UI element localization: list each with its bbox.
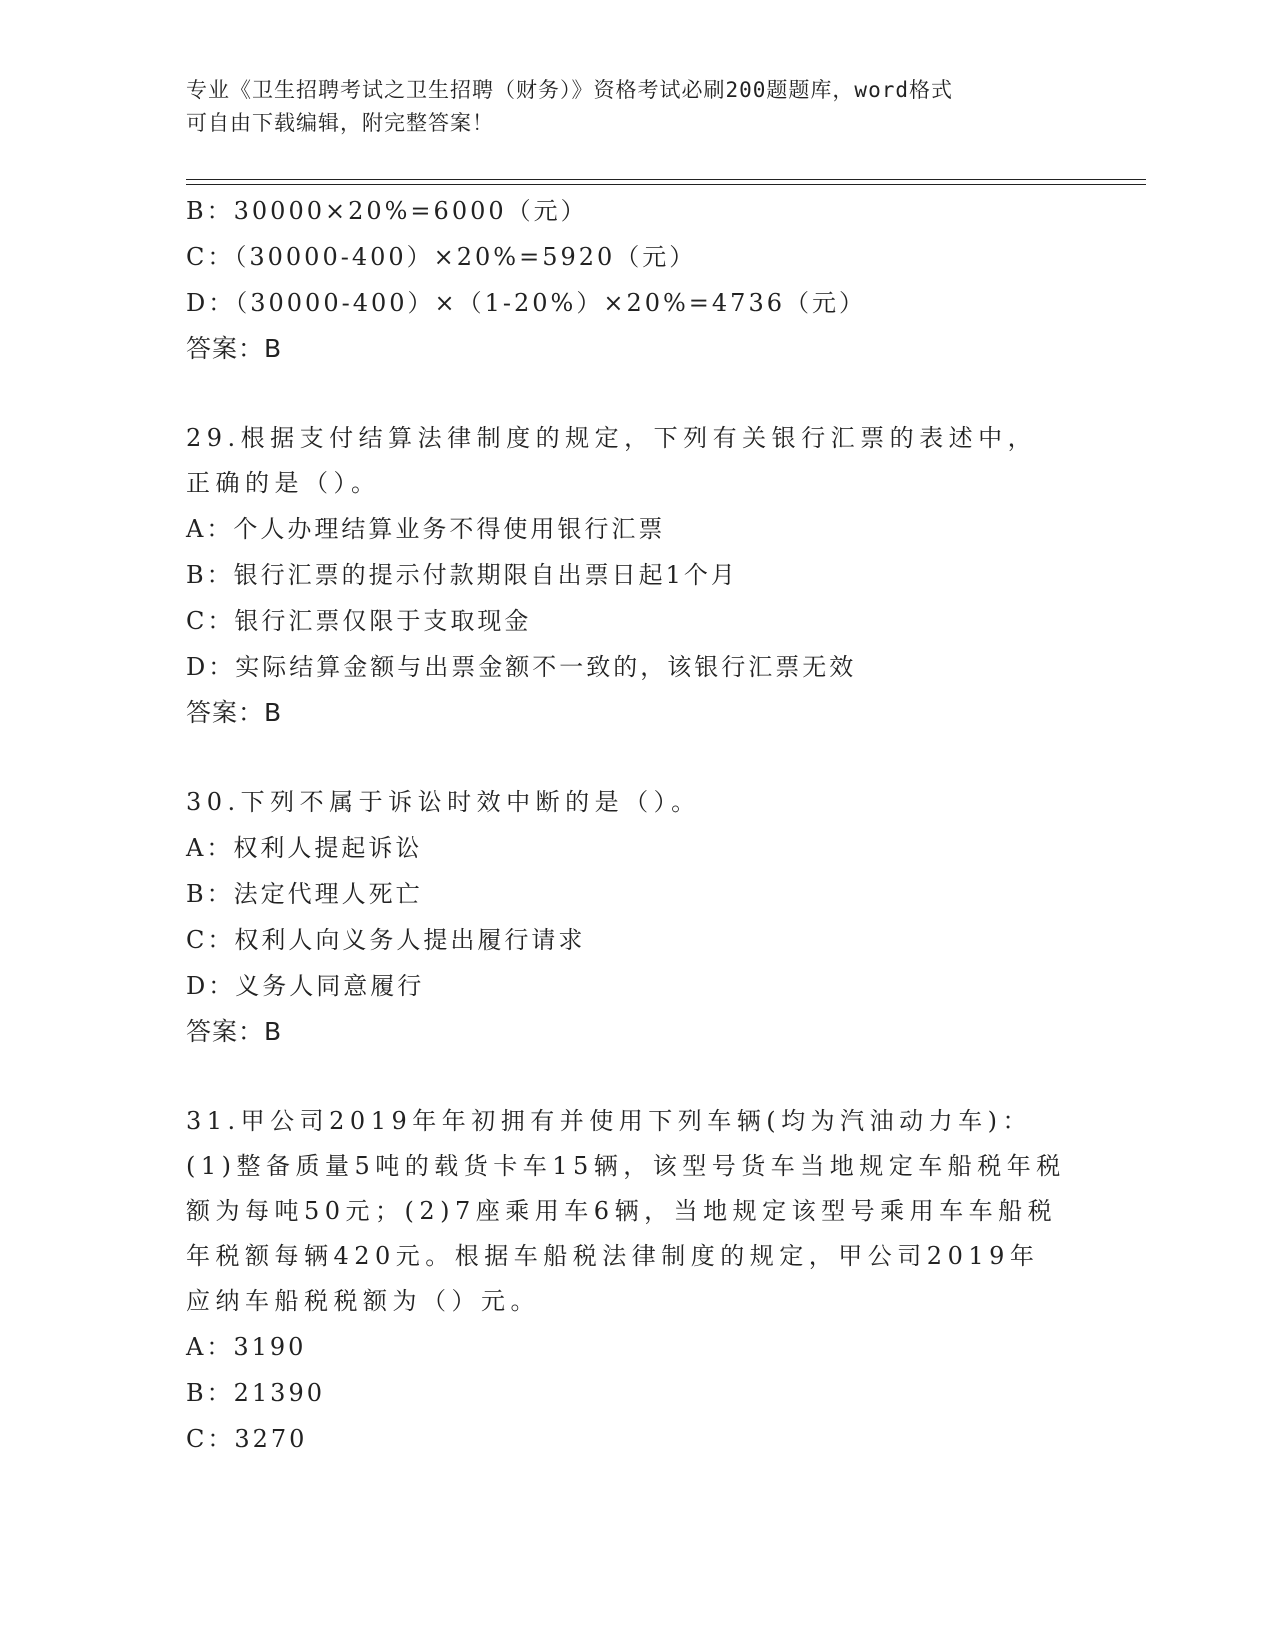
option-c: C：权利人向义务人提出履行请求: [186, 926, 586, 954]
option-a: A：权利人提起诉讼: [186, 834, 423, 862]
option-c: C：银行汇票仅限于支取现金: [186, 607, 532, 635]
header-divider-bottom: [186, 184, 1146, 185]
option-d: D：（30000-400）×（1-20%）×20%=4736（元）: [186, 289, 866, 317]
answer-line: 答案：B: [186, 698, 283, 727]
header-divider-top: [186, 179, 1146, 180]
header-title-line-2: 可自由下载编辑，附完整答案！: [186, 111, 494, 135]
question-block-29: [186, 416, 1066, 736]
document-header: [186, 74, 1076, 140]
question-content: [186, 188, 1066, 1462]
option-a: A：3190: [186, 1333, 307, 1361]
question-block-31: [186, 1099, 1066, 1462]
question-stem: 30.下列不属于诉讼时效中断的是（）。: [186, 788, 701, 816]
option-c: C：（30000-400）×20%=5920（元）: [186, 243, 697, 271]
answer-line: 答案：B: [186, 334, 283, 363]
question-block-28: [186, 188, 1066, 372]
option-b: B：30000×20%=6000（元）: [186, 197, 588, 225]
option-a: A：个人办理结算业务不得使用银行汇票: [186, 515, 666, 543]
option-c: C：3270: [186, 1425, 308, 1453]
option-d: D：义务人同意履行: [186, 972, 425, 1000]
option-b: B：银行汇票的提示付款期限自出票日起1个月: [186, 561, 738, 589]
option-b: B：21390: [186, 1379, 325, 1407]
header-title-line-1: 专业《卫生招聘考试之卫生招聘（财务）》资格考试必刷200题题库，word格式: [186, 78, 953, 102]
question-stem: 29.根据支付结算法律制度的规定，下列有关银行汇票的表述中，正确的是（）。: [186, 424, 1038, 497]
option-b: B：法定代理人死亡: [186, 880, 423, 908]
question-stem: 31.甲公司2019年年初拥有并使用下列车辆(均为汽油动力车)：(1)整备质量5吨的载货卡车15辆，该型号货车当地规定车船税年税额为每吨50元；(2)7座乘用车6辆，当地规定该型号乘用车车船税年税额每辆420元。根据车船税法律制度的规定，甲公司2019年应纳车船税税额为（）元。: [186, 1107, 1066, 1315]
question-block-30: [186, 780, 1066, 1055]
answer-line: 答案：B: [186, 1017, 283, 1046]
option-d: D：实际结算金额与出票金额不一致的，该银行汇票无效: [186, 653, 857, 681]
